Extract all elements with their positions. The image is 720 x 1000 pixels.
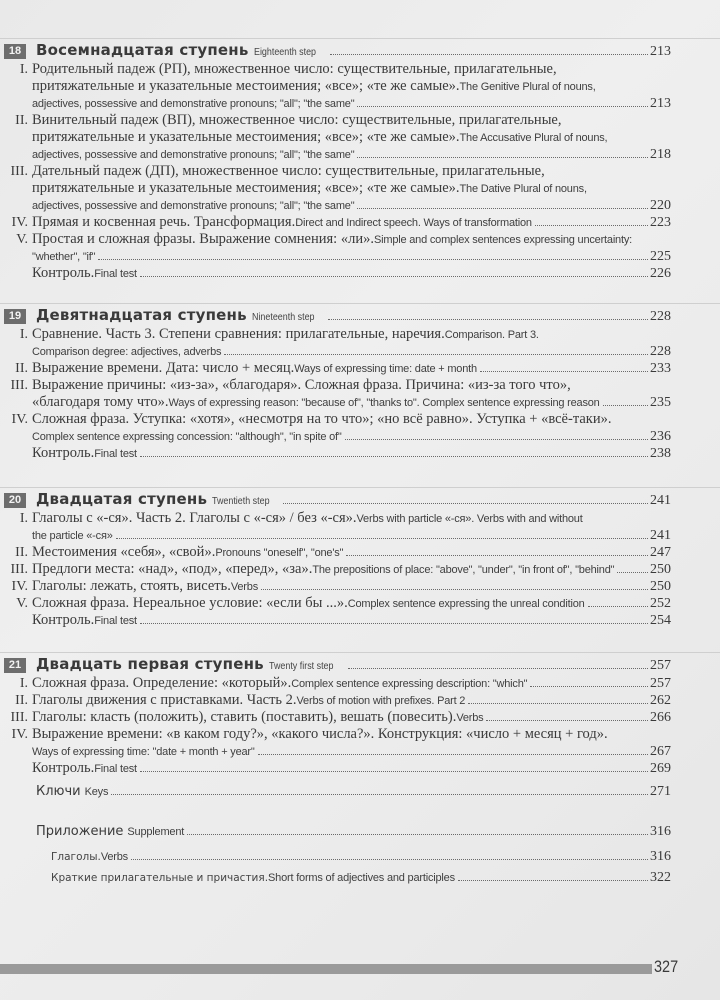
entry-text-ru: Простая и сложная фразы. Выражение сомнения: «ли». [32, 231, 374, 247]
entry-numeral: IV. [11, 412, 28, 427]
leader-dots [283, 502, 648, 504]
keys-title-ru: Ключи [36, 784, 81, 799]
supplement-title-ru: Приложение [36, 824, 124, 839]
page-number: 228 [650, 344, 671, 359]
entry-numeral: III. [10, 378, 28, 393]
leader-dots [330, 53, 648, 55]
entry-text-ru: Родительный падеж (РП), множественное число: существительные, прилагательные, [32, 61, 557, 77]
entry-numeral: I. [19, 327, 28, 342]
entry-numeral: I. [19, 62, 28, 77]
leader-dots [530, 685, 648, 687]
entry-numeral: II. [15, 693, 28, 708]
entry-text-ru: Выражение времени. Дата: число + месяц. [32, 360, 295, 376]
page-number: 241 [650, 528, 671, 543]
leader-dots [140, 622, 648, 624]
leader-dots [111, 793, 648, 795]
leader-dots [588, 605, 648, 607]
page-number: 322 [650, 870, 671, 885]
entry-text-ru: Глаголы движения с приставками. Часть 2. [32, 692, 297, 708]
entry-text-ru: притяжательные и указательные местоимения; «все»; «те же самые». [32, 129, 460, 145]
toc-entry[interactable] [0, 726, 720, 760]
entry-text-en: "whether", "if" [32, 251, 96, 263]
entry-text-ru: Глаголы с «-ся». Часть 2. Глаголы с «-ся» / без «-ся». [32, 510, 357, 526]
toc-entry[interactable] [0, 709, 720, 726]
entry-text-en: the particle «-ся» [32, 530, 113, 542]
entry-text-en: The prepositions of place: "above", "under", "in front of", "behind" [312, 564, 615, 576]
leader-dots [98, 258, 648, 260]
toc-entry[interactable] [0, 578, 720, 595]
toc-entry[interactable] [0, 411, 720, 445]
chapter-title-en: Eighteenth step [253, 46, 316, 58]
entry-text-ru: Сложная фраза. Уступка: «хотя», «несмотря на то что»; «но всё равно». Уступка + «всё-таки». [32, 411, 612, 427]
chapter-heading[interactable] [0, 652, 720, 675]
page-number: 269 [650, 761, 671, 776]
toc-entry[interactable] [0, 510, 720, 544]
leader-dots [348, 667, 648, 669]
leader-dots [140, 770, 648, 772]
entry-text-ru: Выражение времени: «в каком году?», «какого числа?». Конструкция: «число + месяц + год». [32, 726, 608, 742]
toc-entry[interactable] [0, 544, 720, 561]
page-number: 267 [650, 744, 671, 759]
entry-text-ru: Глаголы. [51, 851, 101, 863]
entry-text-ru: Контроль. [32, 445, 95, 461]
entry-text-en: Verbs [230, 581, 258, 593]
appendix [0, 784, 720, 888]
toc-entry-keys[interactable] [0, 784, 720, 806]
entry-numeral: IV. [11, 727, 28, 742]
leader-dots [140, 275, 648, 277]
chapter-number-badge: 18 [4, 44, 26, 59]
toc-entry[interactable] [0, 692, 720, 709]
entry-text-ru: Выражение причины: «из-за», «благодаря». Сложная фраза. Причина: «из-за того что», [32, 377, 571, 393]
entry-text-en: adjectives, possessive and demonstrative pronouns; "all"; "the same" [32, 200, 355, 212]
toc-entry[interactable] [0, 61, 720, 112]
page-number: 271 [650, 784, 671, 799]
page-number: 266 [650, 710, 671, 725]
entry-text-en: Verbs of motion with prefixes. Part 2 [296, 695, 466, 707]
entry-text-en: Final test [94, 448, 137, 460]
page-number: 254 [650, 613, 671, 628]
page-number: 316 [650, 849, 671, 864]
toc-entry[interactable] [0, 163, 720, 214]
page-number: 238 [650, 446, 671, 461]
page-number: 213 [650, 96, 671, 111]
toc-entry-supplement[interactable] [0, 824, 720, 846]
entry-text-en: Final test [94, 268, 137, 280]
entry-text-en: Final test [94, 763, 137, 775]
leader-dots [261, 588, 648, 590]
page-number: 236 [650, 429, 671, 444]
leader-dots [617, 571, 648, 573]
page-number: 228 [650, 309, 671, 324]
entry-text-en: Complex sentence expressing the unreal condition [347, 598, 585, 610]
entry-text-ru: Винительный падеж (ВП), множественное число: существительные, прилагательные, [32, 112, 562, 128]
page-number: 218 [650, 147, 671, 162]
page-number: 233 [650, 361, 671, 376]
entry-numeral: III. [10, 562, 28, 577]
toc-entry-verbs[interactable] [0, 846, 720, 867]
page-number: 257 [650, 658, 671, 673]
chapter-title-en: Twentieth step [212, 495, 270, 507]
entry-text-en: Simple and complex sentences expressing uncertainty: [373, 234, 632, 246]
entry-text-en: Complex sentence expressing description: "which" [291, 678, 528, 690]
chapter-heading[interactable] [0, 303, 720, 326]
entry-text-ru: Местоимения «себя», «свой». [32, 544, 216, 560]
toc-entry[interactable] [0, 214, 720, 231]
entry-text-ru: Сложная фраза. Нереальное условие: «если бы ...». [32, 595, 348, 611]
entry-numeral: IV. [11, 215, 28, 230]
entry-text-ru: Сравнение. Часть 3. Степени сравнения: прилагательные, наречия. [32, 326, 445, 342]
leader-dots [224, 353, 648, 355]
footer-bar [0, 964, 652, 974]
page-number: 213 [650, 44, 671, 59]
toc-entry-short-forms[interactable] [0, 867, 720, 888]
entry-text-en: Verbs [100, 851, 128, 863]
footer-page-number: 327 [654, 957, 679, 976]
page-number: 241 [650, 493, 671, 508]
entry-text-en: Ways of expressing time: date + month [294, 363, 477, 375]
toc-entry[interactable] [0, 112, 720, 163]
leader-dots [328, 318, 648, 320]
chapter-number-badge: 20 [4, 493, 26, 508]
entry-text-en: adjectives, possessive and demonstrative pronouns; "all"; "the same" [32, 98, 355, 110]
entry-text-ru: Контроль. [32, 612, 95, 628]
chapter-heading[interactable] [0, 487, 720, 510]
leader-dots [346, 554, 648, 556]
entry-numeral: IV. [11, 579, 28, 594]
entry-numeral: V. [16, 232, 28, 247]
leader-dots [258, 753, 648, 755]
entry-text-ru: Глаголы: лежать, стоять, висеть. [32, 578, 231, 594]
leader-dots [187, 833, 648, 835]
entry-text-en: Comparison. Part 3. [444, 329, 539, 341]
toc-entry-final-test[interactable] [0, 612, 720, 629]
page-number: 247 [650, 545, 671, 560]
toc-entry[interactable] [0, 360, 720, 377]
chapter-title-en: Nineteenth step [251, 311, 315, 323]
chapter-18 [0, 38, 720, 282]
page-number: 257 [650, 676, 671, 691]
page-number: 235 [650, 395, 671, 410]
page-number: 316 [650, 824, 671, 839]
entry-text-en: The Genitive Plural of nouns, [459, 81, 596, 93]
chapter-21 [0, 652, 720, 777]
leader-dots [603, 404, 648, 406]
entry-text-en: Ways of expressing reason: "because of", "thanks to". Complex sentence expressing reason [168, 397, 600, 409]
entry-numeral: II. [15, 545, 28, 560]
entry-text-ru: Краткие прилагательные и причастия. [51, 872, 269, 884]
leader-dots [357, 105, 648, 107]
toc-entry[interactable] [0, 377, 720, 411]
entry-text-en: The Dative Plural of nouns, [459, 183, 587, 195]
entry-text-en: Complex sentence expressing concession: "although", "in spite of" [32, 431, 342, 443]
chapter-title-ru: Двадцать первая ступень [36, 655, 264, 673]
entry-text-en: Comparison degree: adjectives, adverbs [32, 346, 222, 358]
entry-text-ru: Предлоги места: «над», «под», «перед», «за». [32, 561, 313, 577]
entry-text-ru: Дательный падеж (ДП), множественное число: существительные, прилагательные, [32, 163, 545, 179]
chapter-heading[interactable] [0, 38, 720, 61]
entry-text-en: Ways of expressing time: "date + month + year" [32, 746, 255, 758]
entry-numeral: I. [19, 511, 28, 526]
page-number: 250 [650, 562, 671, 577]
supplement-title-en: Supplement [127, 826, 185, 838]
entry-numeral: III. [10, 164, 28, 179]
toc-entry-final-test[interactable] [0, 265, 720, 282]
leader-dots [357, 207, 648, 209]
entry-text-ru: притяжательные и указательные местоимения; «все»; «те же самые». [32, 180, 460, 196]
leader-dots [486, 719, 648, 721]
chapter-number-badge: 21 [4, 658, 26, 673]
entry-text-en: Direct and Indirect speech. Ways of transformation [295, 217, 532, 229]
chapter-20 [0, 487, 720, 629]
leader-dots [535, 224, 648, 226]
leader-dots [468, 702, 648, 704]
toc-entry[interactable] [0, 675, 720, 692]
leader-dots [480, 370, 648, 372]
toc-entry[interactable] [0, 326, 720, 360]
entry-text-en: Verbs with particle «-ся». Verbs with and without [356, 513, 583, 525]
leader-dots [140, 455, 648, 457]
page-number: 250 [650, 579, 671, 594]
page-number: 262 [650, 693, 671, 708]
entry-text-ru: «благодаря тому что». [32, 394, 169, 410]
chapter-title-ru: Двадцатая ступень [36, 490, 208, 508]
chapter-number-badge: 19 [4, 309, 26, 324]
entry-text-en: adjectives, possessive and demonstrative pronouns; "all"; "the same" [32, 149, 355, 161]
toc-entry-final-test[interactable] [0, 760, 720, 777]
entry-numeral: II. [15, 361, 28, 376]
chapter-title-ru: Восемнадцатая ступень [36, 41, 249, 59]
keys-title-en: Keys [84, 786, 109, 798]
entry-text-en: Short forms of adjectives and participles [268, 872, 455, 884]
page-number: 226 [650, 266, 671, 281]
leader-dots [131, 858, 648, 860]
entry-text-ru: Глаголы: класть (положить), ставить (поставить), вешать (повесить). [32, 709, 457, 725]
chapter-19 [0, 303, 720, 462]
leader-dots [116, 537, 648, 539]
entry-text-ru: Контроль. [32, 265, 95, 281]
entry-text-ru: притяжательные и указательные местоимения; «все»; «те же самые». [32, 78, 460, 94]
entry-text-en: Final test [94, 615, 137, 627]
entry-text-ru: Сложная фраза. Определение: «который». [32, 675, 292, 691]
page-number: 220 [650, 198, 671, 213]
leader-dots [458, 879, 648, 881]
toc-entry-final-test[interactable] [0, 445, 720, 462]
leader-dots [357, 156, 648, 158]
entry-numeral: III. [10, 710, 28, 725]
toc-entry[interactable] [0, 561, 720, 578]
chapter-title-ru: Девятнадцатая ступень [36, 306, 247, 324]
page-number: 225 [650, 249, 671, 264]
entry-numeral: II. [15, 113, 28, 128]
leader-dots [345, 438, 648, 440]
entry-numeral: V. [16, 596, 28, 611]
toc-entry[interactable] [0, 595, 720, 612]
entry-text-ru: Контроль. [32, 760, 95, 776]
page-number: 223 [650, 215, 671, 230]
toc-entry[interactable] [0, 231, 720, 265]
page-number: 252 [650, 596, 671, 611]
entry-text-en: Pronouns "oneself", "one's" [215, 547, 344, 559]
entry-text-en: The Accusative Plural of nouns, [459, 132, 608, 144]
chapter-title-en: Twenty first step [268, 660, 334, 672]
entry-text-ru: Прямая и косвенная речь. Трансформация. [32, 214, 296, 230]
entry-text-en: Verbs [456, 712, 484, 724]
entry-numeral: I. [19, 676, 28, 691]
